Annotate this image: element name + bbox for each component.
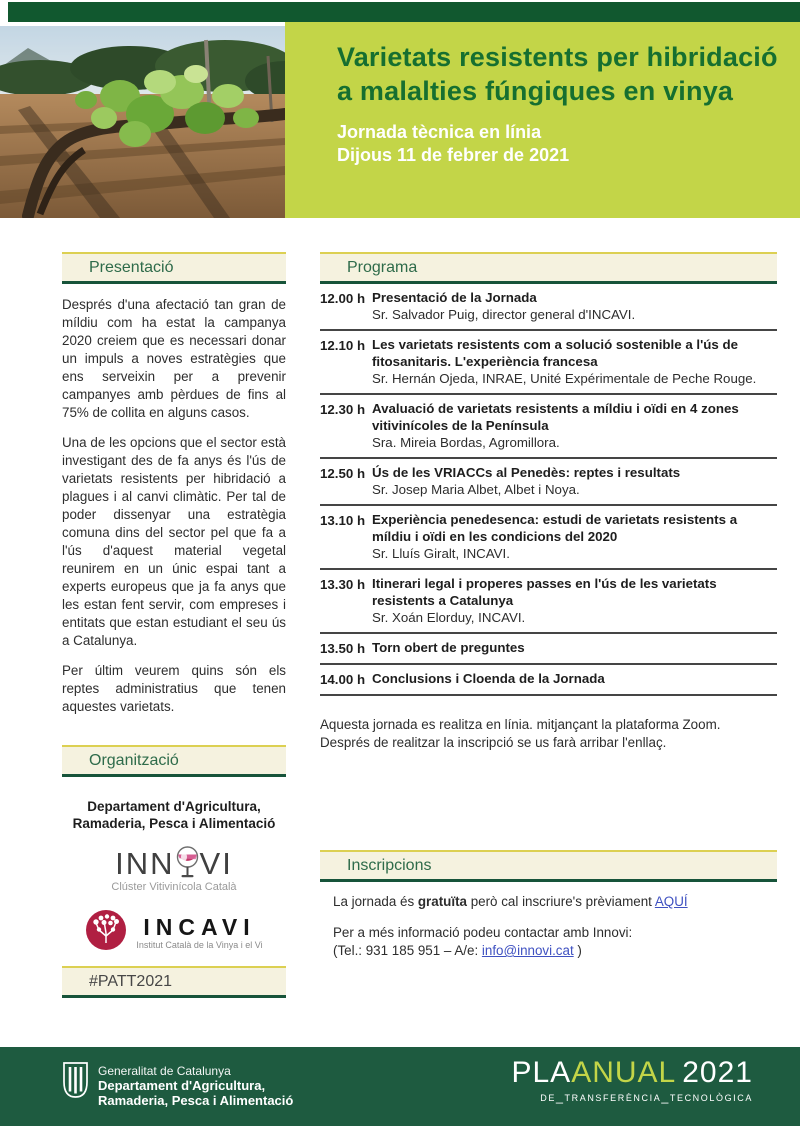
registration-free-label: gratuïta — [417, 894, 467, 909]
innovi-name-left: INN — [115, 846, 175, 881]
organizer-department-line2: Ramaderia, Pesca i Alimentació — [72, 816, 276, 831]
gencat-logo-block — [62, 1061, 293, 1108]
organization-section — [62, 745, 286, 956]
registration-line1-mid: però cal inscriure's prèviament — [466, 894, 655, 909]
gencat-name: Generalitat de Catalunya — [98, 1064, 231, 1078]
program-item-speaker: Sr. Salvador Puig, director general d'INCAVI. — [372, 307, 636, 322]
program-item-time: 13.30 h — [320, 577, 366, 592]
program-item-speaker: Sra. Mireia Bordas, Agromillora. — [372, 435, 560, 450]
registration-phone-line — [333, 942, 777, 960]
program-item-title: Itinerari legal i properes passes en l'ús de les varietats resistents a Catalunya — [372, 576, 717, 608]
gencat-shield-icon — [62, 1061, 89, 1104]
gencat-department-line1: Departament d'Agricultura, — [98, 1078, 266, 1093]
registration-line1 — [333, 893, 777, 911]
hashtag-section — [62, 966, 286, 998]
program-item-time: 14.00 h — [320, 672, 366, 687]
program-item-title: Les varietats resistents com a solució sostenible a l'ús de fitosanitaris. L'experiència francesa — [372, 337, 739, 369]
event-title: Varietats resistents per hibridació a malalties fúngiques en vinya — [337, 42, 778, 106]
program-item — [320, 506, 777, 570]
hero-title-panel — [285, 22, 800, 218]
contact-email-link[interactable]: info@innovi.cat — [481, 943, 574, 958]
program-item-title: Torn obert de preguntes — [372, 640, 525, 655]
program-item-title: Presentació de la Jornada — [372, 290, 537, 305]
incavi-tagline: Institut Català de la Vinya i el Vi — [136, 940, 263, 950]
organizer-department-line1: Departament d'Agricultura, — [87, 799, 261, 814]
program-item — [320, 331, 777, 395]
registration-heading: Inscripcions — [320, 850, 777, 882]
program-item-time: 12.10 h — [320, 338, 366, 353]
presentation-paragraphs — [62, 296, 286, 716]
program-item-time: 12.30 h — [320, 402, 366, 417]
program-item — [320, 634, 777, 665]
innovi-name-right: VI — [199, 846, 233, 881]
presentation-paragraph: Una de les opcions que el sector està investigant des de fa anys és l'ús de varietats resistents per hibridació a plagues i al canvi climàtic. Per tal de poder dissenyar una estratègia comuna dins del sector pel que fa a l'ús d'aquest material vegetal reunirem en un únic espai tant a experts europeus que ja fa anys que les estan fent servir, com empreses i entitats que estan estudiant el seu ús a Catalunya. — [62, 435, 286, 648]
pla-word: PLA — [511, 1056, 572, 1089]
registration-phone-pre: (Tel.: 931 185 951 – A/e: — [333, 943, 482, 958]
program-item-time: 13.50 h — [320, 641, 366, 656]
vineyard-photo — [0, 26, 285, 218]
pla-subtitle: de_transferència_tecnològica — [540, 1090, 753, 1104]
program-item-title: Experiència penedesenca: estudi de varietats resistents a míldiu i oïdi en les condicions del 2020 — [372, 512, 738, 544]
organization-heading: Organització — [62, 745, 286, 777]
program-item — [320, 459, 777, 506]
program-item-speaker: Sr. Josep Maria Albet, Albet i Noya. — [372, 482, 580, 497]
innovi-tagline: Clúster Vitivinícola Català — [111, 881, 237, 893]
program-item-speaker: Sr. Xoán Elorduy, INCAVI. — [372, 610, 526, 625]
program-item-time: 13.10 h — [320, 513, 366, 528]
event-date: Dijous 11 de febrer de 2021 — [337, 145, 570, 165]
wine-glass-icon — [175, 846, 200, 881]
top-accent-bar — [8, 2, 800, 22]
program-section — [320, 252, 777, 752]
program-list — [320, 284, 777, 696]
program-item — [320, 665, 777, 696]
program-note: Aquesta jornada es realitza en línia. mitjançant la plataforma Zoom. Després de realitzar la inscripció se us farà arribar l'enllaç. — [320, 717, 721, 750]
program-item-speaker: Sr. Lluís Giralt, INCAVI. — [372, 546, 510, 561]
program-item-time: 12.50 h — [320, 466, 366, 481]
presentation-paragraph: Per últim veurem quins són els reptes administratius que tenen aquestes varietats. — [62, 663, 286, 714]
program-item-title: Ús de les VRIACCs al Penedès: reptes i resultats — [372, 465, 681, 480]
presentation-section — [62, 252, 286, 716]
presentation-paragraph: Després d'una afectació tan gran de míldiu com ha estat la campanya 2020 creiem que es necessari donar un impuls a noves estratègies que ens serveixin per a prevenir campanyes amb pèrdues de fins al 75% de collita en alguns casos. — [62, 297, 286, 420]
program-item-title: Avaluació de varietats resistents a míldiu i oïdi en 4 zones vitivinícoles de la Península — [372, 401, 739, 433]
program-item — [320, 570, 777, 634]
incavi-logo — [62, 909, 286, 956]
hashtag-label: #PATT2021 — [62, 966, 286, 998]
incavi-branch-icon — [85, 909, 127, 956]
registration-line1-pre: La jornada és — [333, 894, 418, 909]
registration-phone-post: ) — [573, 943, 582, 958]
program-item-title: Conclusions i Cloenda de la Jornada — [372, 671, 605, 686]
vineyard-photo-illustration — [0, 26, 285, 218]
event-format: Jornada tècnica en línia — [337, 122, 542, 142]
footer — [0, 1047, 800, 1126]
gencat-department-line2: Ramaderia, Pesca i Alimentació — [98, 1093, 294, 1108]
pla-year: 2021 — [682, 1056, 753, 1089]
presentation-heading: Presentació — [62, 252, 286, 284]
program-heading: Programa — [320, 252, 777, 284]
program-item-time: 12.00 h — [320, 291, 366, 306]
program-item-speaker: Sr. Hernán Ojeda, INRAE, Unité Expérimentale de Peche Rouge. — [372, 371, 757, 386]
program-item — [320, 395, 777, 459]
incavi-name: INCAVI — [143, 914, 256, 940]
registration-link[interactable]: AQUÍ — [654, 894, 688, 909]
innovi-logo — [62, 845, 286, 893]
registration-contact-line: Per a més informació podeu contactar amb Innovi: — [333, 925, 633, 940]
program-item — [320, 284, 777, 331]
anual-word: ANUAL — [571, 1056, 677, 1089]
registration-section — [320, 850, 777, 960]
pla-anual-logo — [511, 1058, 753, 1104]
